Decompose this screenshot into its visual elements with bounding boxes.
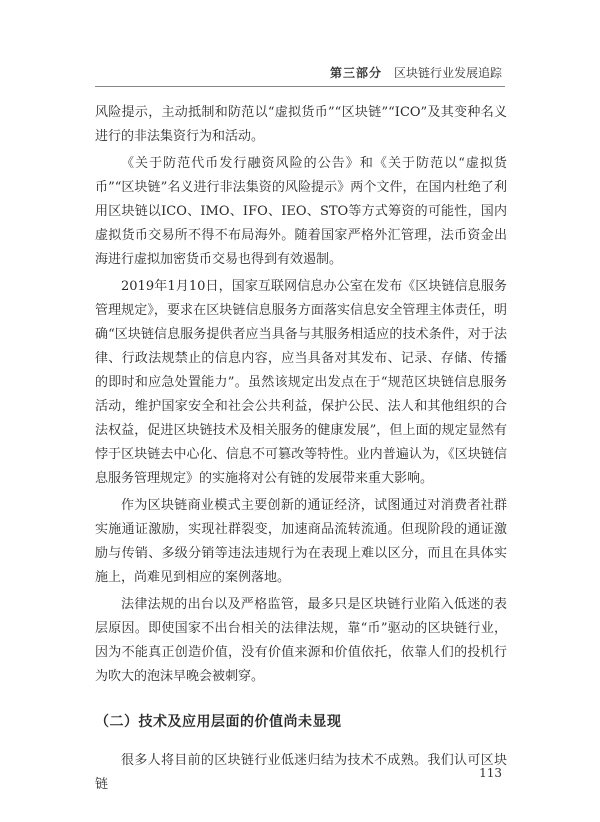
paragraph-1: 风险提示，主动抵制和防范以“虚拟货币”“区块链”“ICO”及其变种名义进行的非法集资行为和活动。 xyxy=(95,105,507,144)
running-header xyxy=(330,64,502,81)
page-number: 113 xyxy=(479,766,502,780)
header-part-label: 第三部分 xyxy=(329,66,382,80)
paragraph-3: 2019年1月10日，国家互联网信息办公室在发布《区块链信息服务管理规定》，要求在区块链信息服务方面落实信息安全管理主体责任，明确“区块链信息服务提供者应当具备与其服务相适应的技术条件，对于法律、行政法规禁止的信息内容，应当具备对其发布、记录、存储、传播的即时和应急处置能力”。虽然该规定出发点在于“规范区块链信息服务活动，维护国家安全和社会公共利益，保护公民、法人和其他组织的合法权益，促进区块链技术及相关服务的健康发展”，但上面的规定显然有悖于区块链去中心化、信息不可篡改等特性。业内普遍认为，《区块链信息服务管理规定》的实施将对公有链的发展带来重大影响。 xyxy=(95,279,507,486)
paragraph-6: 很多人将目前的区块链行业低迷归结为技术不成熟。我们认可区块链 xyxy=(95,753,507,792)
header-section-title: 区块链行业发展追踪 xyxy=(393,66,502,80)
section-heading: （二）技术及应用层面的价值尚未显现 xyxy=(95,714,342,730)
body-text xyxy=(95,101,507,800)
paragraph-4: 作为区块链商业模式主要创新的通证经济，试图通过对消费者社群实施通证激励，实现社群裂变，加速商品流转流通。但现阶段的通证激励与传销、多级分销等违法违规行为在表现上难以区分，而且在具体实施上，尚难见到相应的案例落地。 xyxy=(95,498,507,585)
paragraph-2: 《关于防范代币发行融资风险的公告》和《关于防范以“虚拟货币”“区块链”名义进行非法集资的风险提示》两个文件，在国内杜绝了利用区块链以ICO、IMO、IFO、IEO、STO等方式筹资的可能性，国内虚拟货币交易所不得不布局海外。随着国家严格外汇管理，法币资金出海进行虚拟加密货币交易也得到有效遏制。 xyxy=(95,156,507,267)
header-rule xyxy=(95,86,505,87)
paragraph-5: 法律法规的出台以及严格监管，最多只是区块链行业陷入低迷的表层原因。即使国家不出台相关的法律法规，靠“币”驱动的区块链行业，因为不能真正创造价值，没有价值来源和价值依托，依靠人们的投机行为吹大的泡沫早晚会被刺穿。 xyxy=(95,597,507,684)
